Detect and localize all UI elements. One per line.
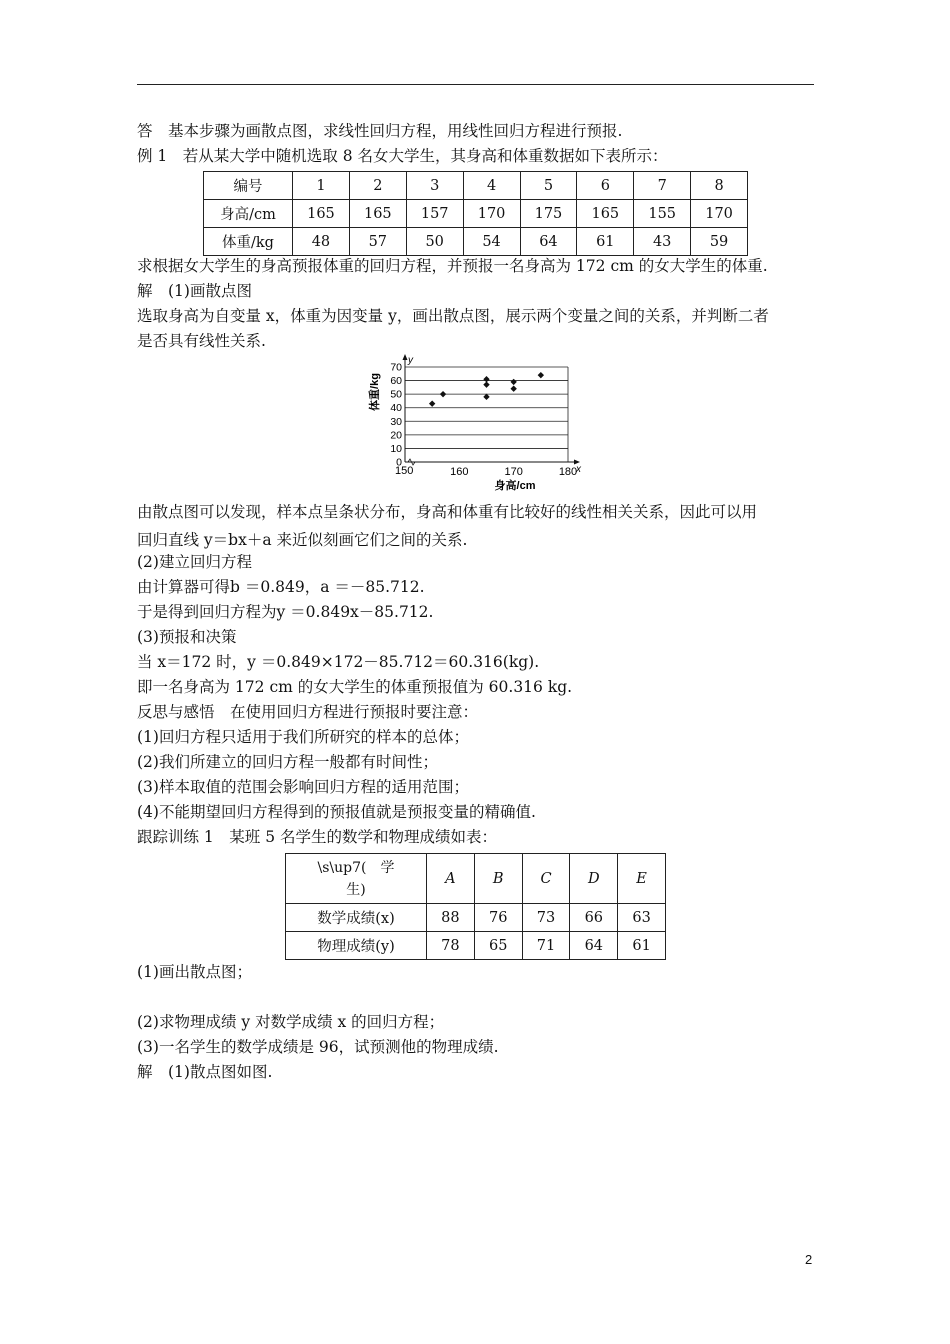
- table1-cell: 7: [634, 172, 691, 200]
- y-axis-letter: y: [408, 355, 413, 366]
- solution-step-3: (3)预报和决策: [137, 628, 237, 646]
- table2-cell: 65: [474, 932, 522, 960]
- reflection-item-3: (3)样本取值的范围会影响回归方程的适用范围；: [137, 778, 469, 796]
- data-point: [440, 391, 446, 397]
- table1-cell: 8: [691, 172, 748, 200]
- y-tick-label: 70: [390, 361, 402, 374]
- solution-step-1: 解 (1)画散点图: [137, 282, 252, 300]
- y-tick-label: 0: [396, 456, 402, 469]
- table1-cell: 170: [463, 200, 520, 228]
- y-tick-label: 60: [390, 375, 402, 388]
- exercise-intro: 跟踪训练 1 某班 5 名学生的数学和物理成绩如表：: [137, 828, 498, 846]
- analysis-paragraph: [137, 498, 814, 554]
- scores-table: [285, 853, 666, 960]
- paragraph-line: 选取身高为自变量 x，体重为因变量 y，画出散点图，展示两个变量之间的关系，并判断二者: [137, 307, 769, 325]
- data-point: [429, 400, 435, 406]
- origin-label: 150: [395, 465, 414, 477]
- table2-cell: B: [474, 854, 522, 904]
- table2-row-label: 物理成绩(y): [286, 932, 427, 960]
- table1-header-row: [204, 172, 748, 200]
- paragraph-line: 由散点图可以发现，样本点呈条状分布，身高和体重有比较好的线性相关关系，因此可以用: [137, 503, 758, 521]
- table1-cell: 54: [463, 228, 520, 256]
- table1-cell: 2: [349, 172, 406, 200]
- exercise-item-3: (3)一名学生的数学成绩是 96，试预测他的物理成绩.: [137, 1038, 499, 1056]
- table1-cell: 4: [463, 172, 520, 200]
- coefficients-line: 由计算器可得b ＝0.849，a ＝－85.712.: [137, 578, 425, 596]
- table1-cell: 175: [520, 200, 577, 228]
- table1-height-row: [204, 200, 748, 228]
- y-tick-label: 20: [390, 429, 402, 442]
- table1-cell: 体重/kg: [204, 228, 293, 256]
- table2-corner-text: 生): [346, 881, 366, 898]
- table1-cell: 155: [634, 200, 691, 228]
- table2-cell: 88: [427, 904, 475, 932]
- table2-header-row: [286, 854, 666, 904]
- table1-cell: 6: [577, 172, 634, 200]
- reflection-item-4: (4)不能期望回归方程得到的预报值就是预报变量的精确值.: [137, 803, 536, 821]
- table1-cell: 64: [520, 228, 577, 256]
- y-axis-arrow: [403, 354, 408, 360]
- exercise-solution-start: 解 (1)散点图如图.: [137, 1063, 273, 1081]
- regression-equation-line: 于是得到回归方程为y ＝0.849x－85.712.: [137, 603, 434, 621]
- table2-cell: 63: [618, 904, 666, 932]
- table1-cell: 1: [293, 172, 350, 200]
- example-1-intro: 例 1 若从某大学中随机选取 8 名女大学生，其身高和体重数据如下表所示：: [137, 147, 668, 165]
- table1-cell: 165: [349, 200, 406, 228]
- scatter-chart: [365, 352, 590, 492]
- data-point: [510, 386, 516, 392]
- table2-cell: 76: [474, 904, 522, 932]
- table2-cell: E: [618, 854, 666, 904]
- x-tick-label: 160: [450, 466, 469, 478]
- y-tick-label: 10: [390, 442, 402, 455]
- prediction-result-line: 即一名身高为 172 cm 的女大学生的体重预报值为 60.316 kg.: [137, 678, 573, 696]
- table1-cell: 157: [406, 200, 463, 228]
- data-point: [538, 372, 544, 378]
- answer-line: 答 基本步骤为画散点图，求线性回归方程，用线性回归方程进行预报.: [137, 122, 623, 140]
- table1-cell: 5: [520, 172, 577, 200]
- table1-cell: 61: [577, 228, 634, 256]
- table2-cell: 64: [570, 932, 618, 960]
- reflection-item-1: (1)回归方程只适用于我们所研究的样本的总体；: [137, 728, 469, 746]
- table1-weight-row: [204, 228, 748, 256]
- table2-corner-text: \s\up7( 学: [317, 859, 395, 876]
- prediction-line: 当 x＝172 时，y ＝0.849×172－85.712＝60.316(kg).: [137, 653, 540, 671]
- table1-cell: 编号: [204, 172, 293, 200]
- table2-corner-cell: [286, 854, 427, 904]
- x-axis-letter: x: [576, 464, 581, 475]
- table1-cell: 165: [293, 200, 350, 228]
- table2-cell: 71: [522, 932, 570, 960]
- table2-cell: 61: [618, 932, 666, 960]
- table1-cell: 43: [634, 228, 691, 256]
- table2-cell: D: [570, 854, 618, 904]
- solution-step-2: (2)建立回归方程: [137, 553, 252, 571]
- table2-physics-row: [286, 932, 666, 960]
- table2-cell: 66: [570, 904, 618, 932]
- y-tick-label: 40: [390, 402, 402, 415]
- table1-cell: 身高/cm: [204, 200, 293, 228]
- table2-cell: A: [427, 854, 475, 904]
- table1-cell: 3: [406, 172, 463, 200]
- table1-cell: 59: [691, 228, 748, 256]
- table2-math-row: [286, 904, 666, 932]
- y-axis-label: 体重/kg: [369, 373, 381, 411]
- table2-row-label: 数学成绩(x): [286, 904, 427, 932]
- question-line: 求根据女大学生的身高预报体重的回归方程，并预报一名身高为 172 cm 的女大学生的体重.: [137, 257, 768, 275]
- table1-cell: 57: [349, 228, 406, 256]
- height-weight-table: [203, 171, 748, 256]
- table1-cell: 170: [691, 200, 748, 228]
- x-tick-label: 170: [504, 466, 523, 478]
- data-point: [483, 376, 489, 382]
- header-rule: [137, 84, 814, 85]
- table1-cell: 48: [293, 228, 350, 256]
- y-tick-label: 30: [390, 415, 402, 428]
- data-point: [483, 394, 489, 400]
- reflection-item-2: (2)我们所建立的回归方程一般都有时间性；: [137, 753, 438, 771]
- paragraph-line: 回归直线 y＝bx＋a 来近似刻画它们之间的关系.: [137, 531, 468, 549]
- page-number: 2: [805, 1252, 813, 1267]
- table2-cell: C: [522, 854, 570, 904]
- table2-cell: 78: [427, 932, 475, 960]
- exercise-item-2: (2)求物理成绩 y 对数学成绩 x 的回归方程；: [137, 1013, 445, 1031]
- reflection-heading: 反思与感悟 在使用回归方程进行预报时要注意：: [137, 703, 479, 721]
- x-tick-label: 180: [558, 466, 578, 478]
- exercise-item-1: (1)画出散点图；: [137, 963, 252, 981]
- x-axis-label: 身高/cm: [494, 480, 536, 492]
- table1-cell: 165: [577, 200, 634, 228]
- paragraph-line: 是否具有线性关系.: [137, 332, 266, 350]
- y-tick-label: 50: [390, 388, 402, 401]
- table2-cell: 73: [522, 904, 570, 932]
- table1-cell: 50: [406, 228, 463, 256]
- data-point: [510, 379, 516, 385]
